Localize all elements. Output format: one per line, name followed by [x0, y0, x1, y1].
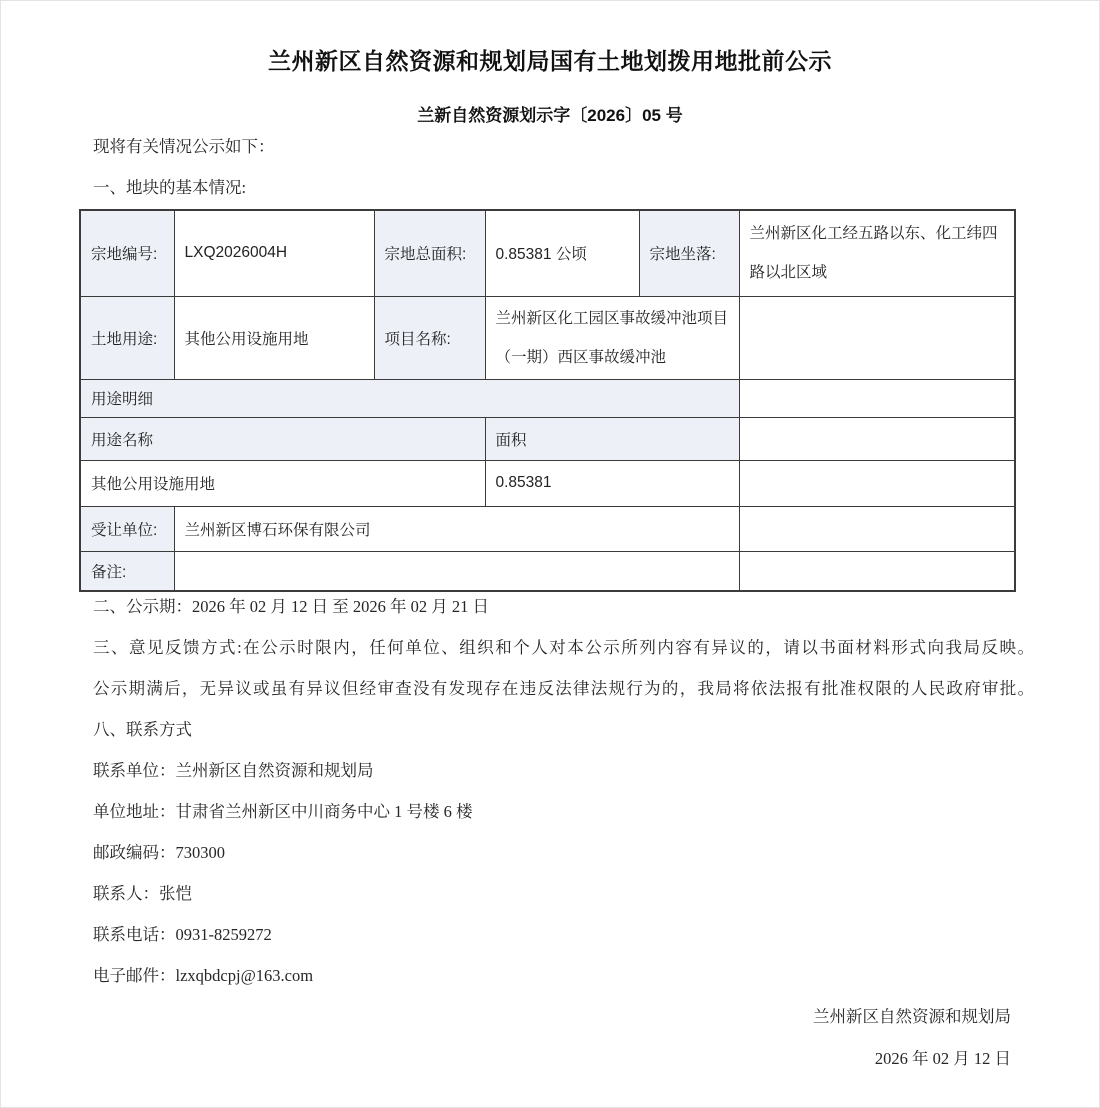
land-use-label: 土地用途: — [80, 296, 174, 379]
table-row — [80, 460, 1015, 506]
contact-email-value: lzxqbdcpj@163.com — [175, 966, 314, 985]
signature-org: 兰州新区自然资源和规划局 — [813, 1007, 1011, 1026]
land-use-value: 其他公用设施用地 — [174, 296, 374, 379]
contact-email-line — [93, 967, 1034, 985]
total-area-value: 0.85381 公顷 — [485, 210, 639, 296]
contact-address-line — [93, 803, 1034, 821]
remark-value — [174, 551, 739, 591]
parcel-info-table — [79, 209, 1016, 592]
feedback-line-2: 公示期满后，无异议或虽有异议但经审查没有发现存在违反法律法规行为的，我局将依法报有批准权限的人民政府审批。 — [93, 679, 1034, 698]
empty-cell — [739, 417, 1015, 460]
contact-person-line — [93, 885, 1034, 903]
location-value: 兰州新区化工经五路以东、化工纬四路以北区域 — [739, 210, 1015, 296]
contact-section-heading: 八、联系方式 — [93, 720, 192, 739]
postal-code-value: 730300 — [175, 843, 225, 862]
grantee-label: 受让单位: — [80, 506, 174, 551]
feedback-line-1: 三、意见反馈方式:在公示时限内，任何单位、组织和个人对本公示所列内容有异议的，请以书面材料形式向我局反映。 — [93, 638, 1034, 657]
contact-person-label: 联系人： — [93, 884, 159, 903]
section-one-heading: 一、地块的基本情况: — [93, 178, 247, 197]
area-header: 面积 — [485, 417, 739, 460]
remark-label: 备注: — [80, 551, 174, 591]
project-name-label: 项目名称: — [374, 296, 485, 379]
project-name-value: 兰州新区化工园区事故缓冲池项目（一期）西区事故缓冲池 — [485, 296, 739, 379]
table-row — [80, 379, 1015, 417]
contact-phone-value: 0931-8259272 — [175, 925, 272, 944]
total-area-label: 宗地总面积: — [374, 210, 485, 296]
postal-code-line — [93, 844, 1034, 862]
grantee-value: 兰州新区博石环保有限公司 — [174, 506, 739, 551]
use-name-value: 其他公用设施用地 — [80, 460, 485, 506]
empty-cell — [739, 551, 1015, 591]
page-title: 兰州新区自然资源和规划局国有土地划拨用地批前公示 — [268, 48, 832, 74]
parcel-no-value: LXQ2026004H — [174, 210, 374, 296]
contact-unit-label: 联系单位： — [93, 761, 176, 780]
empty-cell — [739, 296, 1015, 379]
contact-unit-line — [93, 762, 1034, 780]
contact-person-value: 张恺 — [159, 884, 192, 903]
contact-unit-value: 兰州新区自然资源和规划局 — [175, 761, 374, 780]
empty-cell — [739, 379, 1015, 417]
contact-email-label: 电子邮件： — [93, 966, 176, 985]
contact-address-label: 单位地址： — [93, 802, 176, 821]
intro-line: 现将有关情况公示如下： — [93, 137, 275, 156]
table-row — [80, 551, 1015, 591]
contact-phone-line — [93, 926, 1034, 944]
empty-cell — [739, 506, 1015, 551]
contact-address-value: 甘肃省兰州新区中川商务中心 1 号楼 6 楼 — [175, 802, 473, 821]
table-row — [80, 506, 1015, 551]
table-row — [80, 296, 1015, 379]
location-label: 宗地坐落: — [639, 210, 739, 296]
table-row — [80, 210, 1015, 296]
contact-phone-label: 联系电话： — [93, 925, 176, 944]
area-value: 0.85381 — [485, 460, 739, 506]
use-detail-label: 用途明细 — [80, 379, 739, 417]
postal-code-label: 邮政编码： — [93, 843, 176, 862]
document-number: 兰新自然资源划示字〔2026〕05 号 — [417, 106, 683, 125]
parcel-no-label: 宗地编号: — [80, 210, 174, 296]
table-row — [80, 417, 1015, 460]
signature-date: 2026 年 02 月 12 日 — [874, 1049, 1011, 1068]
publicity-period-line: 二、公示期：2026 年 02 月 12 日 至 2026 年 02 月 21 日 — [93, 597, 489, 616]
empty-cell — [739, 460, 1015, 506]
use-name-header: 用途名称 — [80, 417, 485, 460]
